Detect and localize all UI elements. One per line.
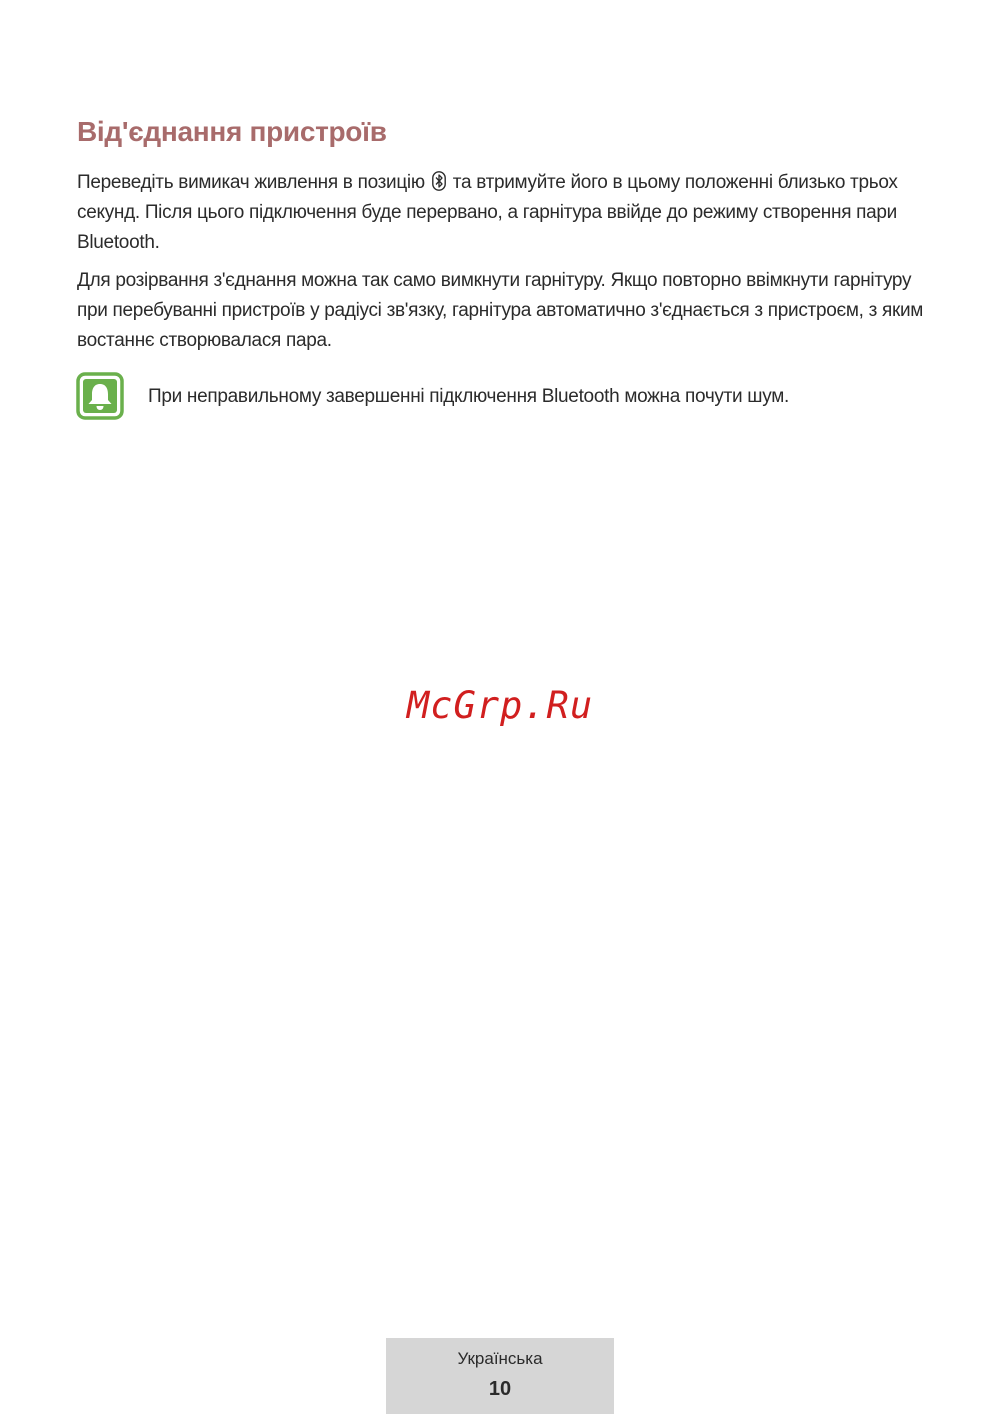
paragraph-disconnect-instructions [77,168,937,258]
paragraph-text-before-icon: Переведіть вимикач живлення в позицію [77,172,425,193]
bluetooth-icon [432,171,446,191]
paragraph-power-off-note: Для розірвання з'єднання можна так само вимкнути гарнітуру. Якщо повторно ввімкнути гарнітуру при перебуванні пристроїв у радіусі зв'язку, гарнітура автоматично з'єднається з пристроєм, з яким востаннє створювалася пара. [77,270,924,351]
paragraph-text-after-icon: та втримуйте його в цьому положенні близько трьох секунд. Після цього підключення буде перервано, а гарнітура ввійде до режиму створення пари Bluetooth. [77,172,898,253]
page-footer [386,1338,614,1414]
footer-language: Українська [457,1349,543,1368]
watermark-logo: McGrp.Ru [406,684,594,727]
page-title: Від'єднання пристроїв [77,116,387,147]
footer-page-number: 10 [488,1378,512,1400]
note-text: При неправильному завершенні підключення Bluetooth можна почути шум. [148,386,789,407]
bell-icon [76,372,124,420]
